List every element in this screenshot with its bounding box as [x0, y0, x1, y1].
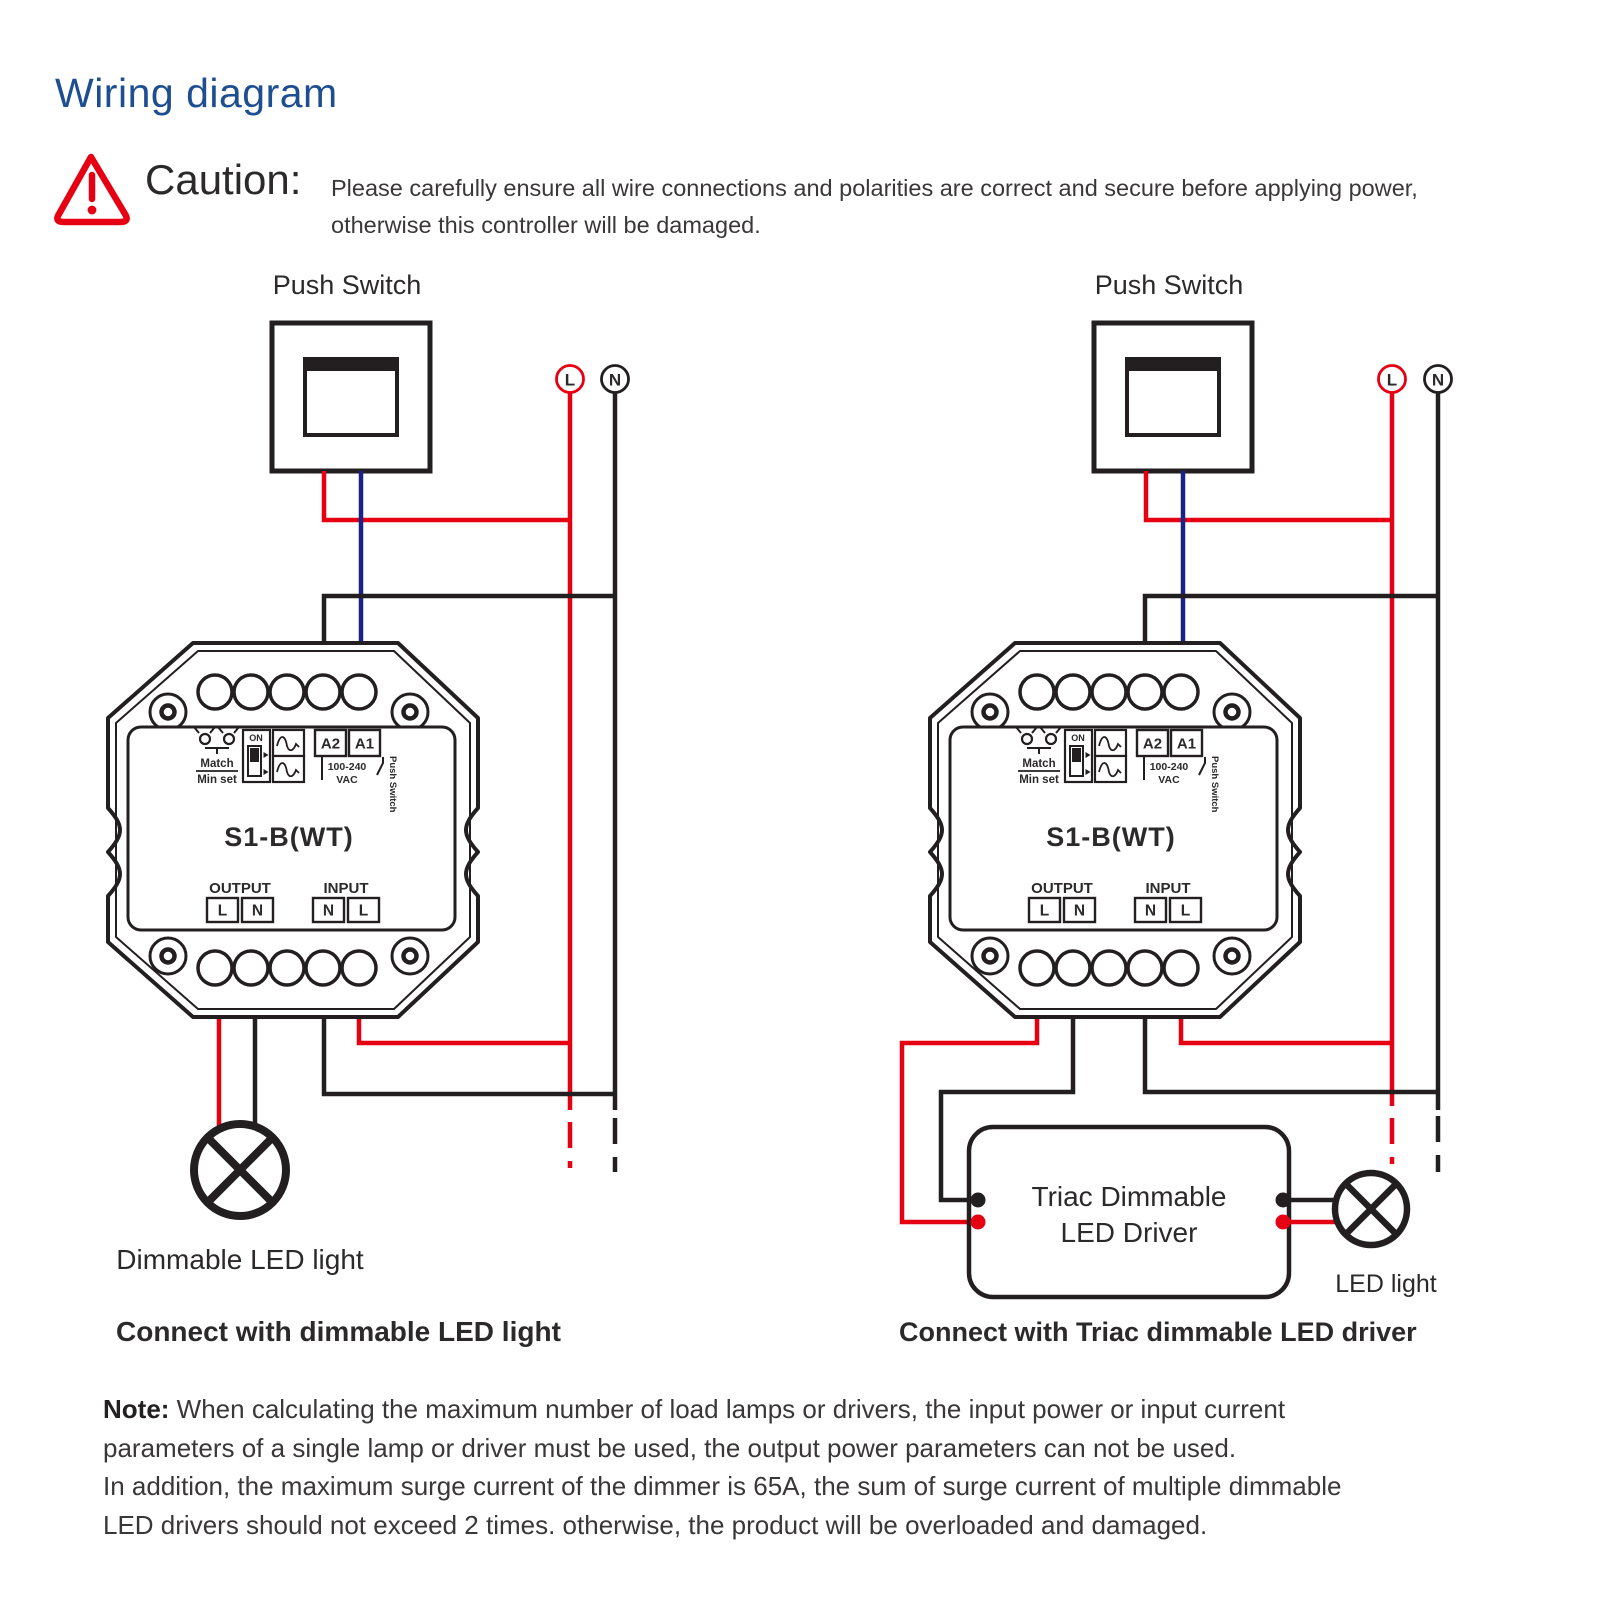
- right-lamp-symbol: [1335, 1173, 1407, 1245]
- input-n-letter: N: [322, 902, 335, 920]
- terminal-hole: [1056, 951, 1090, 985]
- terminal-hole: [270, 951, 304, 985]
- dip-switch: [1065, 730, 1092, 782]
- caution-line-2: otherwise this controller will be damaged.: [331, 212, 761, 238]
- terminal-hole: [1056, 675, 1090, 709]
- match-label: Match: [200, 758, 234, 770]
- screw-icon: [1214, 938, 1250, 974]
- terminal-hole: [1128, 675, 1162, 709]
- terminal-hole: [234, 675, 268, 709]
- terminal-hole: [1092, 675, 1126, 709]
- vac-label-line2: VAC: [336, 774, 358, 786]
- terminal-hole: [234, 951, 268, 985]
- screw-icon: [150, 938, 186, 974]
- screw-icon: [150, 694, 186, 730]
- terminal-hole: [1164, 951, 1198, 985]
- right-caption: Connect with Triac dimmable LED driver: [899, 1317, 1417, 1347]
- note-block: [103, 1390, 1523, 1544]
- note-label: Note:: [103, 1394, 170, 1424]
- input-l-letter: L: [358, 902, 369, 920]
- left-caption: Connect with dimmable LED light: [116, 1316, 561, 1347]
- right-push-switch-button-bar: [1127, 359, 1219, 371]
- note-line-1-text: When calculating the maximum number of load lamps or drivers, the input power or input current: [176, 1394, 1286, 1424]
- vac-label-line2: VAC: [1158, 774, 1180, 786]
- dimming-curve-icons: [1095, 730, 1126, 782]
- left-neutral-letter: N: [608, 370, 622, 390]
- left-live-letter: L: [564, 370, 576, 390]
- output-l-letter: L: [217, 902, 228, 920]
- dip-on-label: ON: [1071, 733, 1085, 743]
- left-lamp-symbol: [194, 1124, 286, 1216]
- terminal-hole: [198, 951, 232, 985]
- note-line-2: parameters of a single lamp or driver must be used, the output power parameters can not be used.: [103, 1432, 1237, 1463]
- match-label: Match: [1022, 758, 1056, 770]
- triac-driver-box: [969, 1127, 1289, 1297]
- dimming-curve-icons: [273, 730, 304, 782]
- dip-switch-knob: [1072, 748, 1081, 762]
- dip-switch: [243, 730, 270, 782]
- device-terminals-top: [198, 675, 376, 709]
- screw-icon: [972, 694, 1008, 730]
- note-line-4: LED drivers should not exceed 2 times. otherwise, the product will be overloaded and damaged.: [103, 1509, 1208, 1540]
- screw-icon: [972, 938, 1008, 974]
- left-lamp-label: Dimmable LED light: [116, 1244, 364, 1275]
- driver-label-line1: Triac Dimmable: [1031, 1181, 1227, 1212]
- output-n-letter: N: [1073, 902, 1086, 920]
- page-title: Wiring diagram: [55, 70, 338, 116]
- terminal-a2-label: A2: [1142, 735, 1163, 753]
- right-push-switch-label: Push Switch: [1094, 270, 1244, 300]
- device-terminals-bottom: [198, 951, 376, 985]
- terminal-hole: [306, 951, 340, 985]
- output-n-letter: N: [251, 902, 264, 920]
- terminal-hole: [1020, 675, 1054, 709]
- right-live-letter: L: [1386, 370, 1398, 390]
- terminal-hole: [306, 675, 340, 709]
- caution-label: Caution:: [145, 156, 302, 203]
- terminal-hole: [1164, 675, 1198, 709]
- terminal-hole: [1128, 951, 1162, 985]
- output-label: OUTPUT: [209, 880, 271, 897]
- push-switch-vertical-label: Push Switch: [1209, 756, 1220, 813]
- driver-input-neutral-dot: [971, 1193, 986, 1208]
- note-line-1: [103, 1390, 1523, 1429]
- vac-label-line1: 100-240: [1149, 761, 1189, 773]
- terminal-a1-label: A1: [354, 735, 375, 753]
- min-set-label: Min set: [197, 774, 237, 786]
- screw-icon: [392, 938, 428, 974]
- output-label: OUTPUT: [1031, 880, 1093, 897]
- device-model-label: S1-B(WT): [224, 822, 354, 852]
- input-l-letter: L: [1180, 902, 1191, 920]
- dip-switch-knob: [250, 748, 259, 762]
- dimmer-device-right: [930, 643, 1300, 1017]
- right-lamp-label: LED light: [1335, 1270, 1437, 1298]
- driver-label-line2: LED Driver: [1060, 1217, 1198, 1248]
- note-line-3: In addition, the maximum surge current of the dimmer is 65A, the sum of surge current of multiple dimmable: [103, 1471, 1342, 1501]
- terminal-hole: [198, 675, 232, 709]
- min-set-label: Min set: [1019, 774, 1059, 786]
- output-l-letter: L: [1039, 902, 1050, 920]
- screw-icon: [1214, 694, 1250, 730]
- terminal-hole: [1020, 951, 1054, 985]
- terminal-hole: [270, 675, 304, 709]
- input-n-letter: N: [1144, 902, 1157, 920]
- right-neutral-letter: N: [1431, 370, 1445, 390]
- screw-icon: [392, 694, 428, 730]
- device-terminals-bottom: [1020, 951, 1198, 985]
- terminal-a2-label: A2: [320, 735, 341, 753]
- left-push-switch-label: Push Switch: [272, 270, 422, 300]
- caution-line-1: Please carefully ensure all wire connections and polarities are correct and secure before applying power,: [331, 175, 1418, 201]
- terminal-hole: [1092, 951, 1126, 985]
- terminal-hole: [342, 951, 376, 985]
- push-switch-vertical-label: Push Switch: [387, 756, 398, 813]
- terminal-a1-label: A1: [1176, 735, 1197, 753]
- left-push-switch-button-bar: [305, 359, 397, 371]
- dimmer-device-left: [108, 643, 478, 1017]
- dip-on-label: ON: [249, 733, 263, 743]
- terminal-hole: [342, 675, 376, 709]
- device-model-label: S1-B(WT): [1046, 822, 1176, 852]
- input-label: INPUT: [323, 880, 369, 897]
- driver-input-live-dot: [971, 1215, 986, 1230]
- device-terminals-top: [1020, 675, 1198, 709]
- input-label: INPUT: [1145, 880, 1191, 897]
- vac-label-line1: 100-240: [327, 761, 367, 773]
